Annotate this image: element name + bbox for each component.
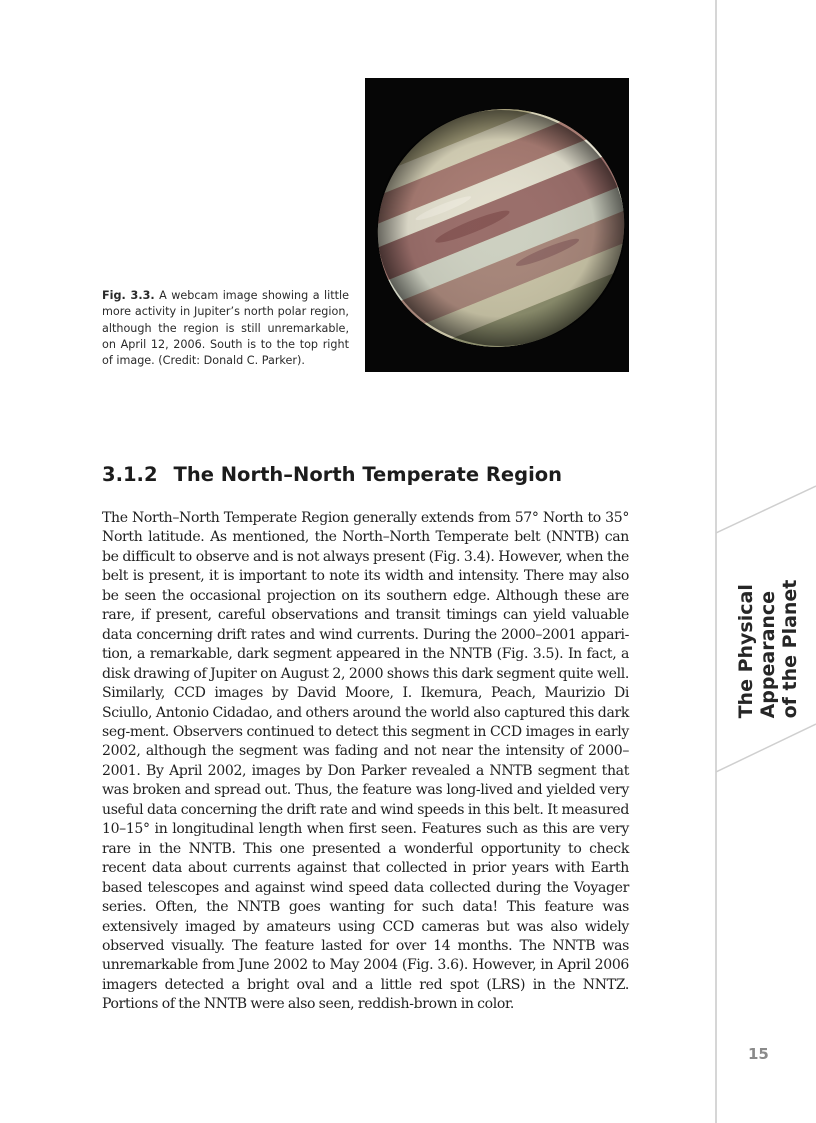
chapter-side-title (722, 578, 814, 720)
section-body-paragraph: The North–North Temperate Region generally extends from 57° North to 35° North latitude. As mentioned, the North–North Temperate belt (NNTB) can be difficult to observe and is not always present (Fig. 3.4). However, when the belt is present, it is important to note its width and intensity. There may also be seen the occasional projection on its southern edge. Although these are rare, if present, careful observations and transit timings can yield valuable data concerning drift rates and wind currents. During the 2000–2001 appari-tion, a remarkable, dark segment appeared in the NNTB (Fig. 3.5). In fact, a disk drawing of Jupiter on August 2, 2000 shows this dark segment quite well. Similarly, CCD images by David Moore, I. Ikemura, Peach, Maurizio Di Sciullo, Antonio Cidadao, and others around the world also captured this dark seg-ment. Observers continued to detect this segment in CCD images in early 2002, although the segment was fading and not near the intensity of 2000–2001. By April 2002, images by Don Parker revealed a NNTB segment that was broken and spread out. Thus, the feature was long-lived and yielded very useful data concerning the drift rate and wind speeds in this belt. It measured 10–15° in longitudinal length when first seen. Features such as this are very rare in the NNTB. This one presented a wonderful opportunity to check recent data about currents against that collected in prior years with Earth based telescopes and against wind speed data collected during the Voyager series. Often, the NNTB goes wanting for such data! This feature was extensively imaged by amateurs using CCD cameras but was also widely observed visually. The feature lasted for over 14 months. The NNTB was unremarkable from June 2002 to May 2004 (Fig. 3.6). However, in April 2006 imagers detected a bright oval and a little red spot (LRS) in the NNTZ. Portions of the NNTB were also seen, reddish-brown in color. (102, 510, 629, 1013)
section-heading (102, 463, 562, 486)
figure-caption (102, 288, 349, 369)
figure-label: Fig. 3.3. (102, 289, 155, 302)
page-number: 15 (748, 1045, 769, 1063)
side-title-line-1: The Physical (735, 584, 757, 719)
figure-caption-text: A webcam image showing a little more activity in Jupiter’s north polar region, although the region is still unremarkable, on April 12, 2006. South is to the top right of image. (Credit: Donald C. Parker). (102, 289, 349, 368)
side-title-line-2: Appearance (757, 590, 779, 719)
gutter-decoration (716, 0, 816, 1123)
section-number: 3.1.2 (102, 463, 158, 486)
side-title-line-3: of the Planet (779, 579, 801, 719)
jupiter-webcam-image (365, 78, 629, 372)
section-title: The North–North Temperate Region (173, 463, 563, 486)
